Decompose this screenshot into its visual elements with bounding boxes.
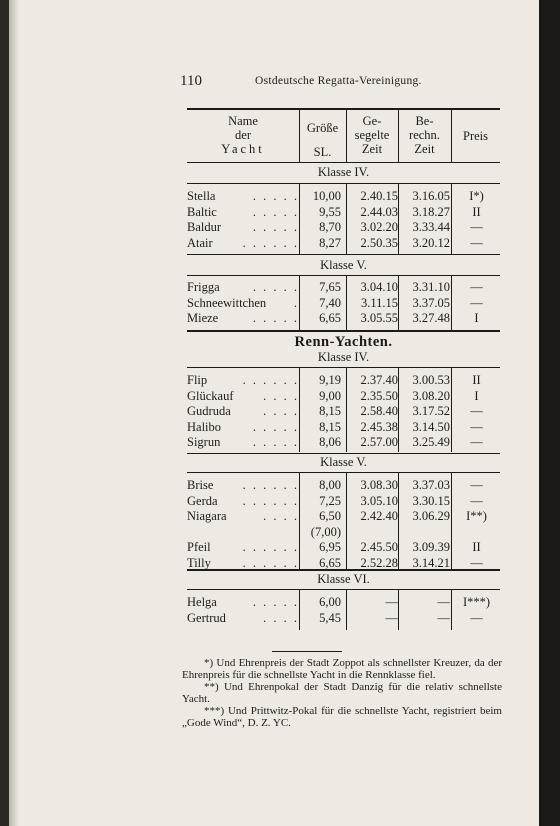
footnotes [182, 657, 502, 729]
running-title: Ostdeutsche Regatta-Vereinigung. [255, 75, 422, 87]
table-row [187, 478, 500, 493]
corrected-time: 3.20.12 [412, 235, 450, 250]
prize: — [470, 478, 483, 492]
leader-dots: . . . . [263, 509, 299, 523]
yacht-name: Stella [187, 189, 216, 203]
leader-dots: . . . . [263, 388, 299, 403]
header-name [187, 114, 299, 156]
yacht-name: Helga [187, 595, 217, 609]
sailed-time: 2.37.40 [360, 373, 398, 387]
yacht-name: Tilly [187, 555, 211, 570]
section-rule [187, 330, 500, 332]
sailed-time: 3.04.10 [360, 280, 398, 294]
size-value: 9,19 [319, 373, 341, 387]
size-value: 8,06 [319, 435, 341, 449]
leader-dots: . . . . . . [242, 235, 299, 250]
yacht-name: Niagara [187, 509, 227, 523]
corrected-time: 3.14.21 [412, 555, 450, 570]
table-row [187, 236, 500, 251]
yacht-name: Brise [187, 478, 214, 492]
table-row [187, 404, 500, 419]
size-value: 6,65 [319, 555, 341, 570]
size-value: 7,25 [319, 493, 341, 508]
leader-dots: . . . . . . [242, 493, 299, 508]
section-rule [187, 569, 500, 571]
leader-dots: . [293, 295, 299, 310]
scan-border [539, 0, 560, 826]
sailed-time: 3.11.15 [360, 295, 398, 310]
class-heading: Klasse V. [320, 455, 367, 469]
corrected-time: 3.37.03 [412, 478, 450, 492]
yacht-name: Pfeil [187, 540, 211, 554]
prize: I*) [469, 189, 484, 203]
corrected-time: 3.16.05 [412, 189, 450, 203]
prize: — [470, 435, 483, 449]
corrected-time: 3.31.10 [412, 280, 450, 294]
size-value: 9,00 [319, 388, 341, 403]
sailed-time: 2.42.40 [360, 509, 398, 523]
corrected-time: 3.37.05 [412, 295, 450, 310]
header-name-line: Yacht [221, 142, 265, 156]
corrected-time: — [437, 595, 450, 609]
header-berechnete-line: rechn. [409, 128, 440, 142]
header-groesse [299, 121, 346, 159]
corrected-time: 3.09.39 [412, 540, 450, 554]
corrected-time: 3.08.20 [412, 388, 450, 403]
sailed-time: 2.40.15 [360, 189, 398, 203]
table-row [187, 509, 500, 524]
yacht-name: Schneewittchen [187, 295, 267, 310]
sailed-time: 3.02.20 [360, 220, 398, 234]
prize: II [472, 204, 481, 219]
header-berechnete-line: Be- [415, 114, 434, 128]
yacht-name: Baltic [187, 204, 217, 219]
leader-dots: . . . . . . [242, 555, 299, 570]
yacht-name: Glückauf [187, 388, 234, 403]
corrected-time: 3.33.44 [412, 220, 450, 234]
size-value: 6,00 [319, 595, 341, 609]
header-gesegelte-line: Ge- [362, 114, 382, 128]
leader-dots: . . . . . [252, 419, 299, 434]
leader-dots: . . . . . [252, 189, 299, 203]
sailed-time: — [385, 610, 398, 625]
top-rule [187, 108, 500, 110]
prize: — [470, 493, 483, 508]
table-row [187, 540, 500, 555]
header-gesegelte-line: Zeit [361, 142, 383, 156]
leader-dots: . . . . . [252, 220, 299, 234]
size-value: 6,65 [319, 311, 341, 325]
yacht-name: Mieze [187, 311, 219, 325]
leader-dots: . . . . . . [242, 478, 299, 492]
header-berechnete [398, 114, 451, 156]
prize: — [470, 280, 483, 294]
header-groesse-line: Größe [306, 121, 339, 135]
yacht-name: Sigrun [187, 435, 221, 449]
table-row [187, 189, 500, 204]
table-row [187, 296, 500, 311]
sailed-time: 2.57.00 [360, 435, 398, 449]
header-gesegelte [346, 114, 398, 156]
corrected-time: 3.06.29 [412, 509, 450, 523]
table-row [187, 280, 500, 295]
prize: — [470, 419, 483, 434]
sailed-time: 3.08.30 [360, 478, 398, 492]
prize: I***) [462, 595, 491, 609]
yacht-name: Baldur [187, 220, 222, 234]
sailed-time: 2.44.03 [360, 204, 398, 219]
sailed-time: 2.52.28 [360, 555, 398, 570]
leader-dots: . . . . [263, 404, 299, 418]
leader-dots: . . . . . [252, 311, 299, 325]
yacht-name: Flip [187, 373, 208, 387]
prize: II [472, 540, 481, 554]
prize: — [470, 610, 483, 625]
footnote: ***) Und Prittwitz-Pokal für die schnellste Yacht, registriert beim „Gode Wind“, D. Z. YC. [182, 705, 502, 729]
leader-dots: . . . . . . [242, 373, 299, 387]
prize: II [472, 373, 481, 387]
page-gutter-shadow [9, 0, 19, 826]
corrected-time: 3.17.52 [412, 404, 450, 418]
size-value: 8,70 [319, 220, 341, 234]
prize: — [470, 295, 483, 310]
table-row [187, 595, 500, 610]
size-value: 6,95 [319, 540, 341, 554]
header-groesse-unit: SL. [313, 145, 332, 159]
prize: — [470, 220, 483, 234]
yacht-name: Frigga [187, 280, 220, 294]
table-row [187, 435, 500, 450]
size-value: 8,15 [319, 419, 341, 434]
sailed-time: 2.45.50 [360, 540, 398, 554]
leader-dots: . . . . . . [242, 540, 299, 554]
prize: I**) [466, 509, 487, 523]
prize: I [474, 388, 479, 403]
corrected-time: 3.30.15 [412, 493, 450, 508]
size-value: 9,55 [319, 204, 341, 219]
sailed-time: 3.05.10 [360, 493, 398, 508]
page-number: 110 [180, 73, 202, 89]
class-heading: Klasse V. [320, 258, 367, 272]
corrected-time: 3.00.53 [412, 373, 450, 387]
sailed-time: 2.58.40 [360, 404, 398, 418]
table-row [187, 611, 500, 626]
size-note: (7,00) [310, 524, 341, 539]
size-value: 7,65 [319, 280, 341, 294]
section-rule [187, 254, 500, 255]
leader-dots: . . . . . [252, 280, 299, 294]
leader-dots: . . . . . [252, 204, 299, 219]
class-heading: Klasse IV. [317, 165, 370, 179]
yacht-name: Gudruda [187, 404, 231, 418]
table-row [187, 389, 500, 404]
header-name-line: der [235, 128, 251, 142]
table-row [187, 494, 500, 509]
footnote: *) Und Ehrenpreis der Stadt Zoppot als schnellster Kreuzer, da der Ehrenpreis für die schnellste Yacht in die Rennklasse fiel. [182, 657, 502, 681]
table-row [187, 220, 500, 235]
yacht-name: Gerda [187, 493, 218, 508]
corrected-time: 3.25.49 [412, 435, 450, 449]
leader-dots: . . . . . [252, 435, 299, 449]
class-rule [187, 183, 500, 184]
prize: — [470, 555, 483, 570]
footnote: **) Und Ehrenpokal der Stadt Danzig für die relativ schnellste Yacht. [182, 681, 502, 705]
size-value: 8,15 [319, 404, 341, 418]
header-rule [187, 162, 500, 163]
corrected-time: 3.18.27 [412, 204, 450, 219]
class-rule [187, 472, 500, 473]
header-preis: Preis [463, 129, 488, 143]
table-row [187, 373, 500, 388]
sailed-time: 2.45.38 [360, 419, 398, 434]
sailed-time: 2.50.35 [360, 235, 398, 250]
header-berechnete-line: Zeit [414, 142, 435, 156]
corrected-time: — [437, 610, 450, 625]
table-row [187, 205, 500, 220]
size-value: 8,27 [319, 235, 341, 250]
class-heading: Klasse VI. [317, 572, 370, 586]
size-value: 5,45 [319, 610, 341, 625]
footnote-rule [272, 651, 342, 652]
table-row [187, 420, 500, 435]
prize: — [470, 404, 483, 418]
size-value: 7,40 [319, 295, 341, 310]
header-name-line: Name [228, 114, 258, 128]
leader-dots: . . . . . [252, 595, 299, 609]
prize: — [470, 235, 483, 250]
sailed-time: — [385, 595, 398, 609]
class-rule [187, 367, 500, 368]
corrected-time: 3.27.48 [412, 311, 450, 325]
sailed-time: 2.35.50 [360, 388, 398, 403]
size-value: 8,00 [319, 478, 341, 492]
prize: I [474, 311, 479, 325]
size-value: 10,00 [312, 189, 341, 203]
yacht-name: Atair [187, 235, 213, 250]
size-value: 6,50 [319, 509, 341, 523]
section-rule [187, 453, 500, 454]
table-row [187, 311, 500, 326]
yacht-name: Gertrud [187, 610, 226, 625]
header-gesegelte-line: segelte [354, 128, 390, 142]
yacht-name: Halibo [187, 419, 222, 434]
class-heading: Klasse IV. [317, 350, 370, 364]
class-rule [187, 589, 500, 590]
class-rule [187, 275, 500, 276]
leader-dots: . . . . [263, 610, 299, 625]
section-title: Renn-Yachten. [294, 334, 393, 350]
corrected-time: 3.14.50 [412, 419, 450, 434]
sailed-time: 3.05.55 [360, 311, 398, 325]
